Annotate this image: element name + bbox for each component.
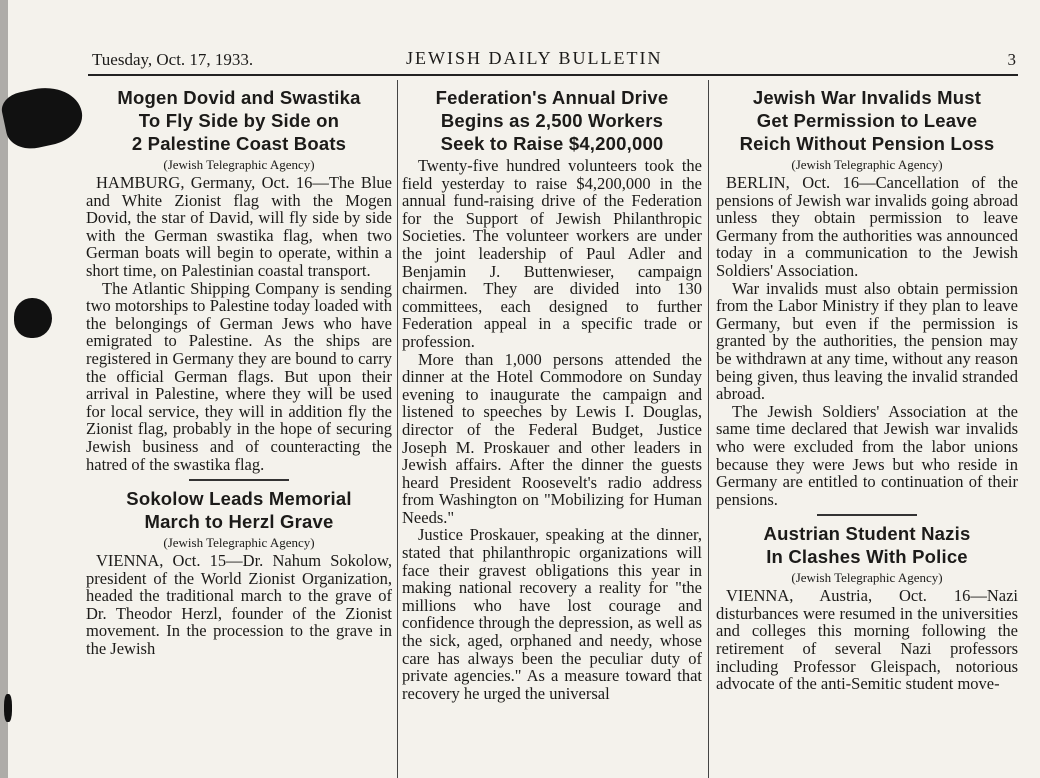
headline-line: Get Permission to Leave — [756, 110, 978, 131]
byline: (Jewish Telegraphic Agency) — [791, 157, 943, 172]
article-divider — [189, 479, 289, 481]
headline — [716, 86, 1018, 155]
ink-blot — [14, 298, 52, 338]
byline: (Jewish Telegraphic Agency) — [791, 570, 943, 586]
headline — [402, 86, 702, 155]
headline-line: Federation's Annual Drive — [435, 87, 669, 108]
masthead — [88, 48, 1018, 76]
headline-line: Reich Without Pension Loss — [739, 133, 995, 154]
issue-date: Tuesday, Oct. 17, 1933. — [92, 50, 254, 69]
headline-line: Austrian Student Nazis — [763, 523, 971, 545]
article-war-invalids — [716, 86, 1018, 508]
article-paragraph: The Jewish Soldiers' Association at the same time declared that Jewish war invalids who were excluded from the labor unions because they were Jews but who reside in Germany are entitled to continuation of their pensions. — [716, 401, 1018, 509]
ink-mark — [4, 694, 12, 722]
column-rule — [708, 80, 709, 778]
article-austrian-nazis — [716, 522, 1018, 693]
paper-name: JEWISH DAILY BULLETIN — [406, 48, 663, 68]
headline-line: In Clashes With Police — [766, 546, 968, 568]
article-paragraph: VIENNA, Austria, Oct. 16—Nazi disturbances were resumed in the universities and colleges this morning following the retirement of several Nazi professors including Professor Gleispach, notorious advocate of the anti-Semitic student move- — [716, 586, 1018, 694]
article-paragraph: More than 1,000 persons attended the dinner at the Hotel Commodore on Sunday evening to inaugurate the campaign and listened to speeches by Lewis I. Douglas, director of the Federal Budget, Justice Joseph M. Proskauer and other leaders in Jewish affairs. After the dinner the guests heard President Roosevelt's radio address from Washington on "Mobilizing for Human Needs." — [402, 349, 702, 527]
headline — [716, 522, 1018, 568]
article-mogen-dovid — [86, 86, 392, 473]
headline — [86, 487, 392, 533]
article-paragraph: Justice Proskauer, speaking at the dinner, stated that philanthropic organizations will face their gravest obligations this year in making national recovery a reality for "the millions who have lost courage and confidence through the depression, as well as the sick, aged, orphaned and needy, whose care has always been the peculiar duty of private agencies." As a measure toward that recovery he urged the universal — [402, 525, 702, 703]
headline-line: Sokolow Leads Memorial — [126, 488, 352, 510]
article-paragraph: BERLIN, Oct. 16—Cancellation of the pensions of Jewish war invalids going abroad unless they obtain permission to leave Germany from the authorities was announced today in a communication to the Jewish Soldiers' Association. — [716, 173, 1018, 280]
headline-line: Jewish War Invalids Must — [752, 87, 982, 108]
article-paragraph: The Atlantic Shipping Company is sending two motorships to Palestine today loaded with the belongings of German Jews who have emigrated to Palestine. As the ships are registered in Germany they are bound to carry the official German flags. But upon their arrival in Palestine, where they will be used for local service, they will in addition fly the Zionist flag, probably in the hope of securing Jewish business and of counteracting the hatred of the swastika flag. — [86, 278, 392, 474]
column-3 — [716, 82, 1018, 778]
article-paragraph: War invalids must also obtain permission from the Labor Ministry if they plan to leave Germany, but even if the permission is granted by the authorities, the pension may be withdrawn at any time, without any reason being given, thus leaving the invalid stranded abroad. — [716, 278, 1018, 404]
byline: (Jewish Telegraphic Agency) — [163, 535, 315, 551]
ink-smudge — [0, 81, 87, 154]
headline-line: Seek to Raise $4,200,000 — [440, 133, 664, 154]
headline-line: 2 Palestine Coast Boats — [131, 133, 347, 154]
headline-line: March to Herzl Grave — [144, 511, 334, 533]
headline — [86, 86, 392, 155]
column-rule — [397, 80, 398, 778]
article-sokolow — [86, 487, 392, 658]
column-2 — [402, 82, 702, 778]
headline-line: To Fly Side by Side on — [138, 110, 340, 131]
article-paragraph: Twenty-five hundred volunteers took the field yesterday to raise $4,200,000 in the annual fund-raising drive of the Federation for the Support of Jewish Philanthropic Societies. The volunteer workers are under the joint leadership of Paul Adler and Benjamin J. Buttenwieser, campaign chairmen. They are divided into 130 committees, each designed to further Federation appeal in a specific trade or profession. — [402, 156, 702, 351]
article-divider — [817, 514, 917, 516]
page-number: 3 — [1007, 50, 1016, 69]
byline: (Jewish Telegraphic Agency) — [163, 157, 315, 172]
headline-line: Mogen Dovid and Swastika — [117, 87, 361, 108]
headline-line: Begins as 2,500 Workers — [440, 110, 664, 131]
column-1 — [86, 82, 392, 778]
article-paragraph: VIENNA, Oct. 15—Dr. Nahum Sokolow, president of the World Zionist Organization, headed the traditional march to the grave of Dr. Theodor Herzl, founder of the Zionist movement. In the procession to the grave in the Jewish — [86, 551, 392, 659]
article-paragraph: HAMBURG, Germany, Oct. 16—The Blue and White Zionist flag with the Mogen Dovid, the star of David, will fly side by side with the German swastika flag, when two German boats will begin to operate, within a short time, on Palestinian coastal transport. — [86, 173, 392, 280]
article-federation — [402, 86, 702, 702]
